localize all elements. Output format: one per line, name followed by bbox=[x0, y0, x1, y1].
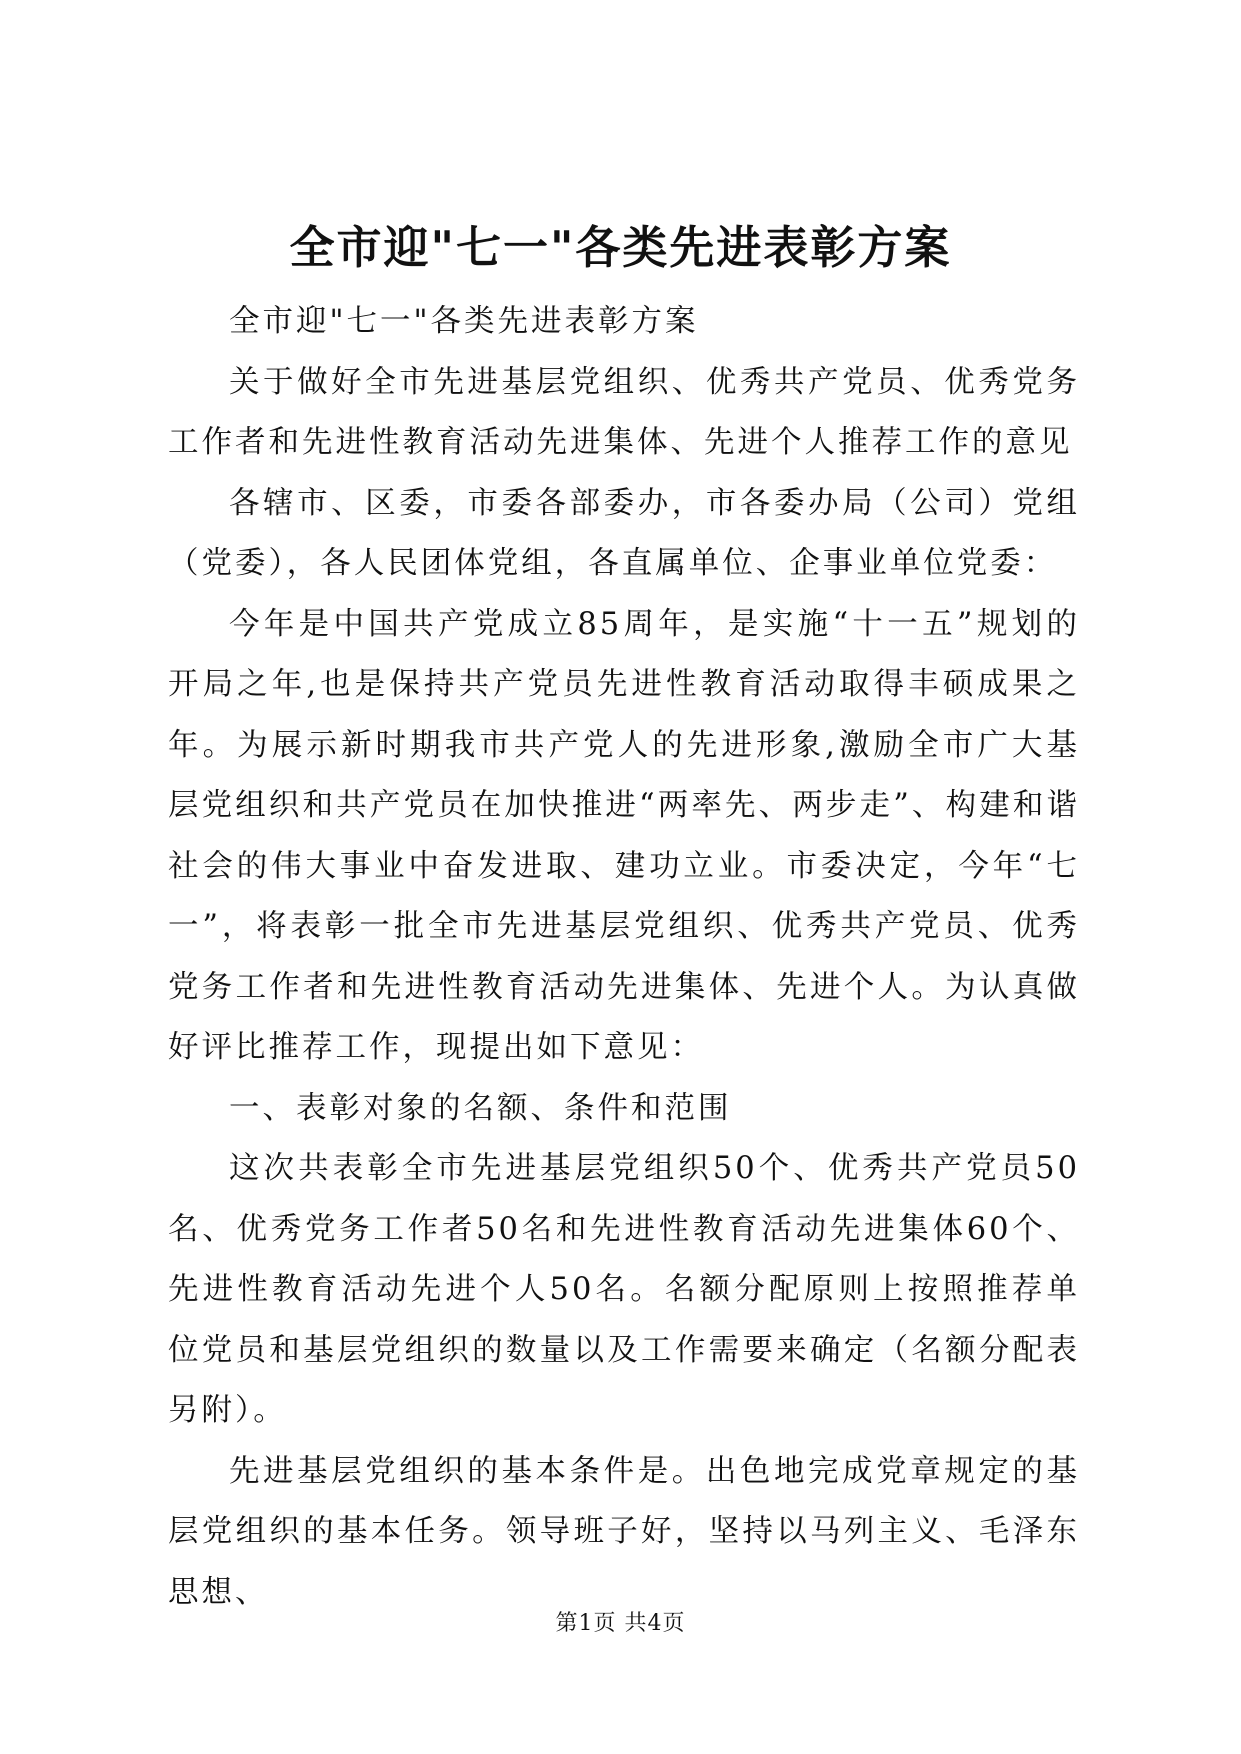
document-body bbox=[168, 292, 1080, 1623]
paragraph-conditions: 先进基层党组织的基本条件是。出色地完成党章规定的基层党组织的基本任务。领导班子好，坚持以马列主义、毛泽东思想、 bbox=[168, 1453, 1080, 1610]
paragraph-opinion-heading: 关于做好全市先进基层党组织、优秀共产党员、优秀党务工作者和先进性教育活动先进集体、先进个人推荐工作的意见 bbox=[168, 364, 1080, 460]
paragraph-quota: 这次共表彰全市先进基层党组织50个、优秀共产党员50名、优秀党务工作者50名和先进性教育活动先进集体60个、先进性教育活动先进个人50名。名额分配原则上按照推荐单位党员和基层党组织的数量以及工作需要来确定（名额分配表另附）。 bbox=[168, 1151, 1080, 1428]
document-title: 全市迎"七一"各类先进表彰方案 bbox=[289, 221, 952, 274]
page-number: 第1页 共4页 bbox=[555, 1611, 686, 1636]
paragraph-subtitle: 全市迎"七一"各类先进表彰方案 bbox=[229, 304, 699, 339]
paragraph-recipients: 各辖市、区委，市委各部委办，市各委办局（公司）党组（党委），各人民团体党组，各直属单位、企事业单位党委： bbox=[168, 485, 1080, 581]
paragraph-background: 今年是中国共产党成立85周年，是实施“十一五”规划的开局之年,也是保持共产党员先进性教育活动取得丰硕成果之年。为展示新时期我市共产党人的先进形象,激励全市广大基层党组织和共产党员在加快推进“两率先、两步走”、构建和谐社会的伟大事业中奋发进取、建功立业。市委决定，今年“七一”，将表彰一批全市先进基层党组织、优秀共产党员、优秀党务工作者和先进性教育活动先进集体、先进个人。为认真做好评比推荐工作，现提出如下意见： bbox=[168, 606, 1080, 1065]
section-heading: 一、表彰对象的名额、条件和范围 bbox=[229, 1090, 732, 1126]
